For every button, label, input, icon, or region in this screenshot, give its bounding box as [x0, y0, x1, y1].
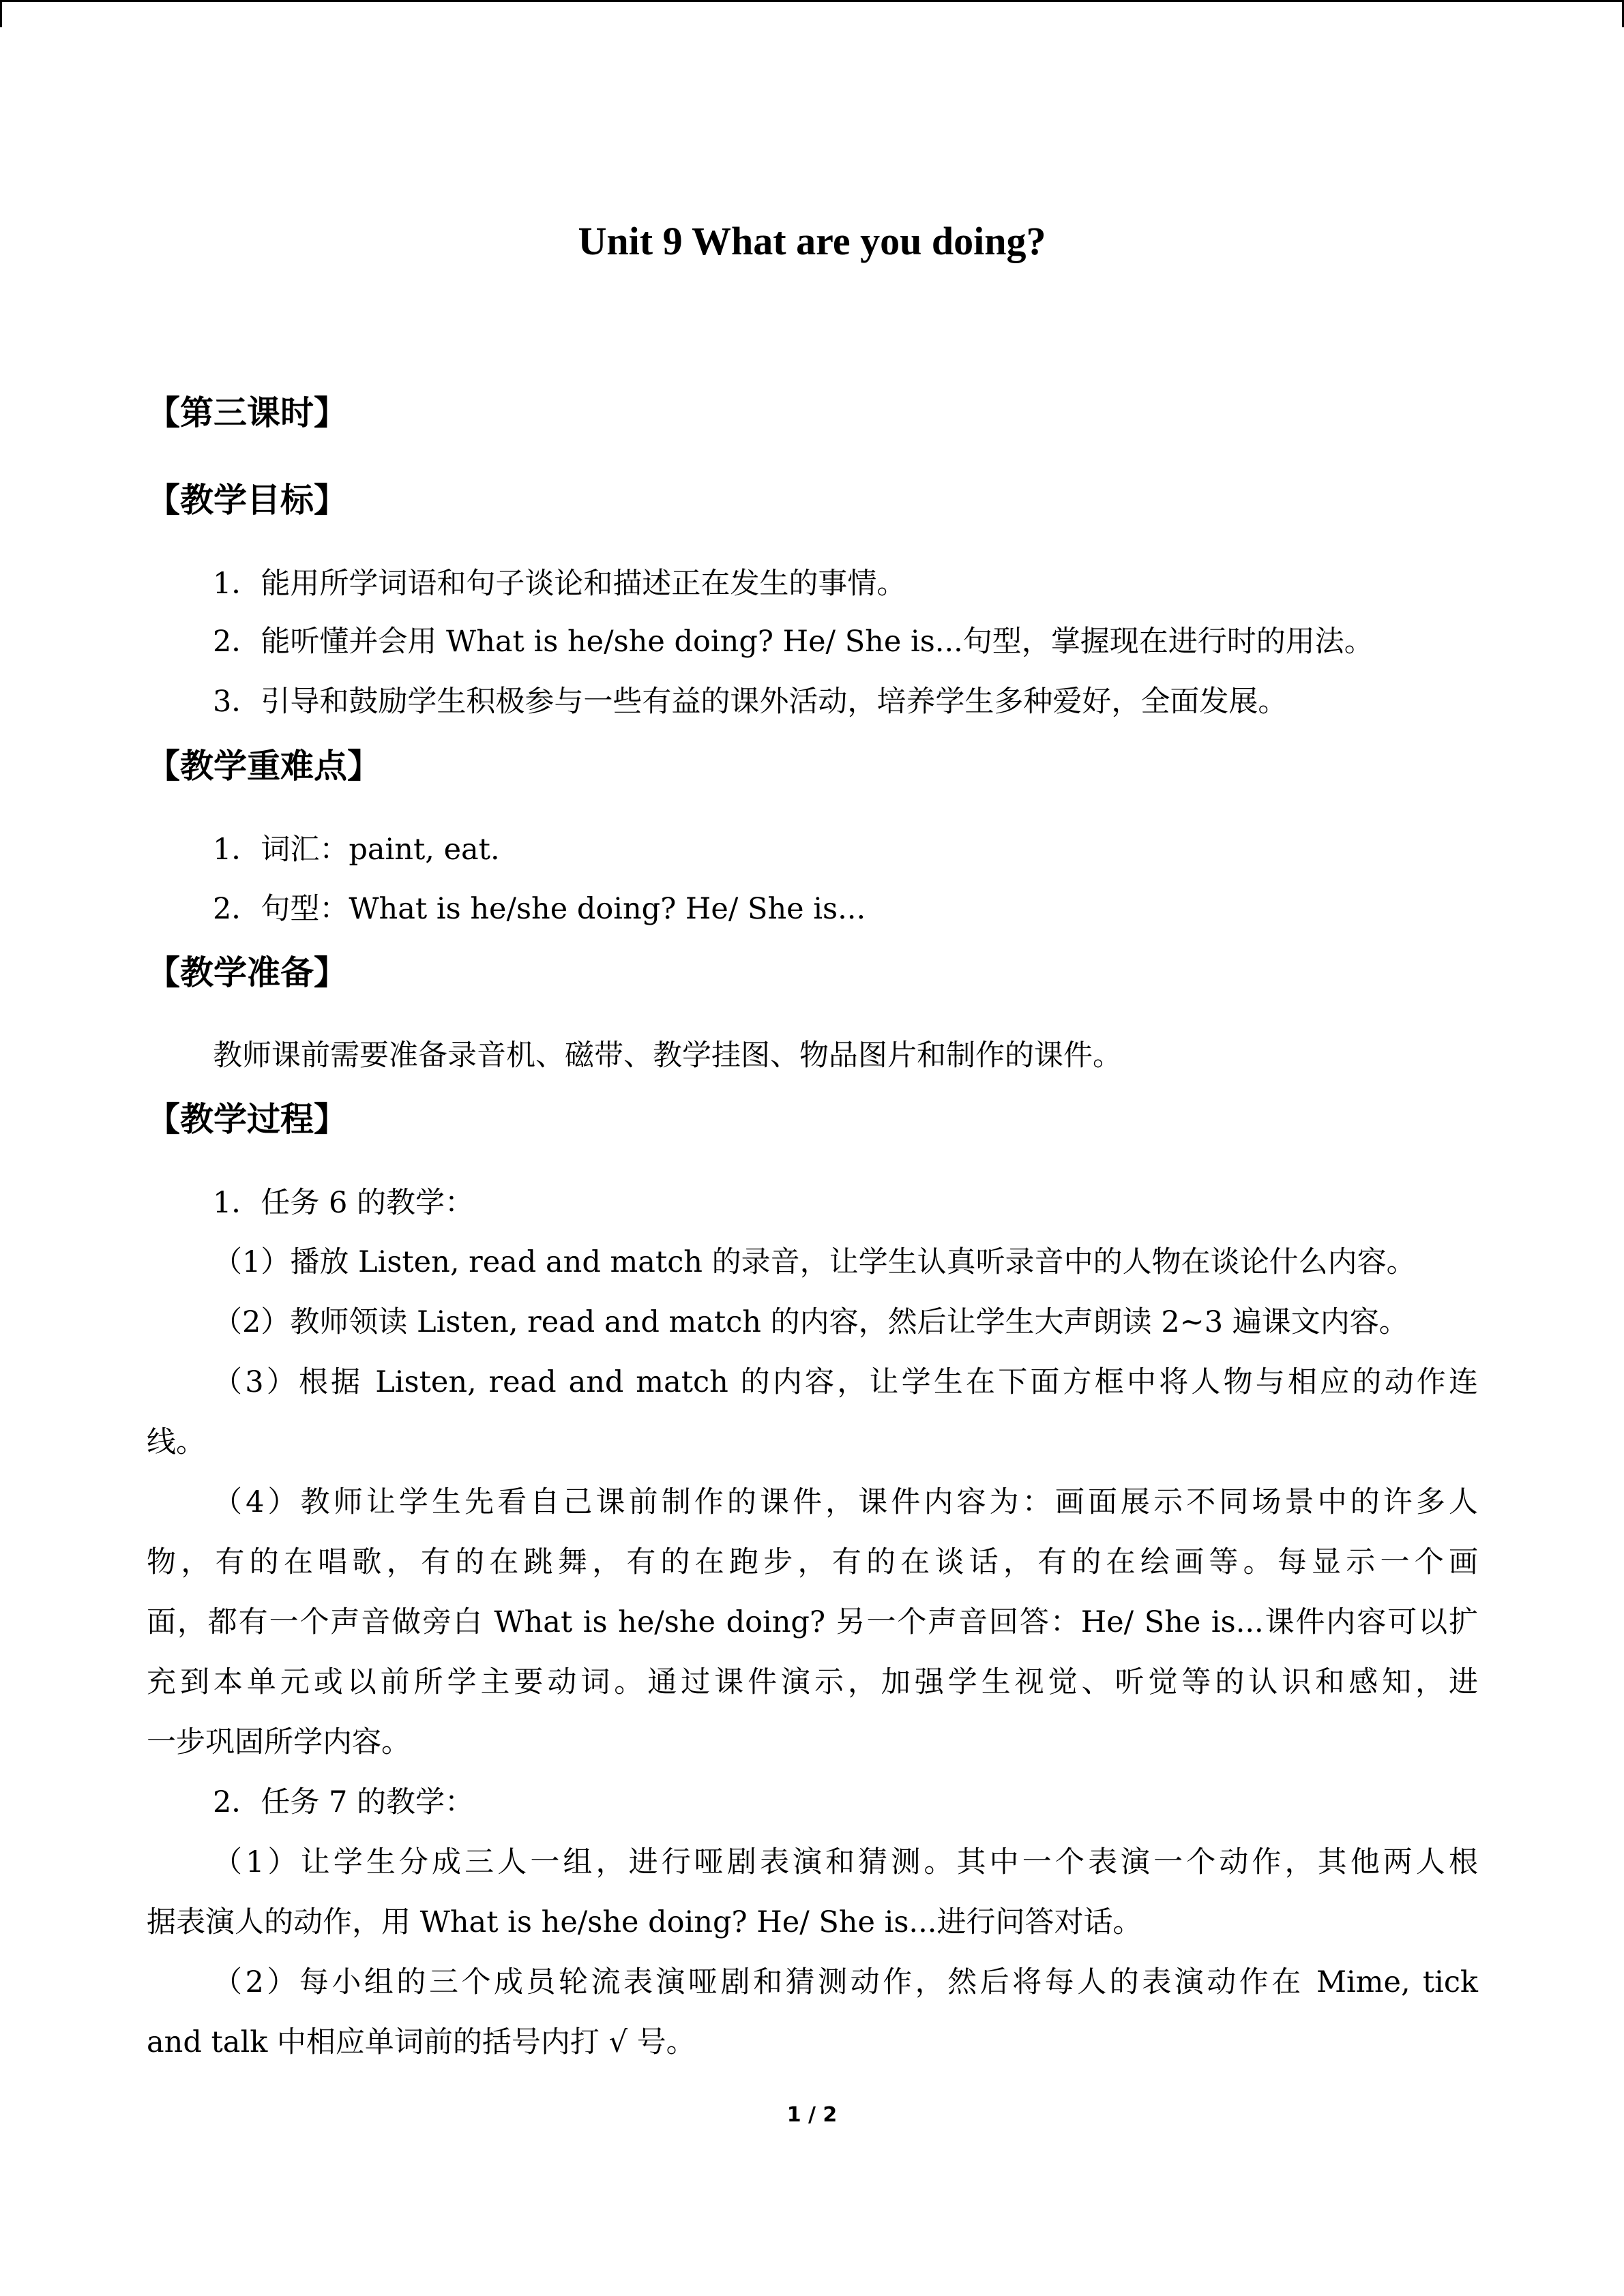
task6-step2: （2）教师领读 Listen, read and match 的内容，然后让学生大声朗读 2~3 遍课文内容。 — [213, 1305, 1408, 1339]
task6-step4-line2: 物，有的在唱歌，有的在跳舞，有的在跑步，有的在谈话，有的在绘画等。每显示一个画 — [147, 1545, 1478, 1579]
task6-step4-line3: 面，都有一个声音做旁白 What is he/she doing? 另一个声音回答：He/ She is...课件内容可以扩 — [147, 1605, 1478, 1639]
objectives-heading: 【教学目标】 — [147, 481, 348, 520]
task7-title: 2．任务 7 的教学： — [213, 1785, 475, 1819]
task7-step2-line1: （2）每小组的三个成员轮流表演哑剧和猜测动作，然后将每人的表演动作在 Mime, tick — [213, 1965, 1478, 1999]
key-point-item: 1．词汇：paint, eat. — [213, 833, 500, 867]
task6-step4-line5: 一步巩固所学内容。 — [147, 1725, 411, 1759]
objective-item: 3．引导和鼓励学生积极参与一些有益的课外活动，培养学生多种爱好，全面发展。 — [213, 685, 1288, 719]
objective-item: 1．能用所学词语和句子谈论和描述正在发生的事情。 — [213, 567, 906, 601]
page-left-border — [0, 0, 2, 27]
task7-step1-line1: （1）让学生分成三人一组，进行哑剧表演和猜测。其中一个表演一个动作，其他两人根 — [213, 1845, 1478, 1879]
key-points-heading: 【教学重难点】 — [147, 747, 381, 786]
lesson-heading: 【第三课时】 — [147, 393, 348, 432]
page-number: 1 / 2 — [786, 2103, 838, 2127]
page-top-border — [0, 0, 1624, 2]
preparation-heading: 【教学准备】 — [147, 953, 348, 992]
objective-item: 2．能听懂并会用 What is he/she doing? He/ She is...句型，掌握现在进行时的用法。 — [213, 625, 1374, 659]
key-point-item: 2．句型：What is he/she doing? He/ She is... — [213, 892, 866, 926]
task6-step1: （1）播放 Listen, read and match 的录音，让学生认真听录音中的人物在谈论什么内容。 — [213, 1245, 1416, 1279]
task7-step1-line2: 据表演人的动作，用 What is he/she doing? He/ She is...进行问答对话。 — [147, 1905, 1142, 1939]
task6-step4-line4: 充到本单元或以前所学主要动词。通过课件演示，加强学生视觉、听觉等的认识和感知，进 — [147, 1665, 1478, 1699]
task6-step3-line2: 线。 — [147, 1425, 205, 1459]
document-title: Unit 9 What are you doing? — [578, 219, 1046, 263]
task6-step3-line1: （3）根据 Listen, read and match 的内容，让学生在下面方框中将人物与相应的动作连 — [213, 1365, 1478, 1399]
task6-title: 1．任务 6 的教学： — [213, 1186, 475, 1220]
preparation-text: 教师课前需要准备录音机、磁带、教学挂图、物品图片和制作的课件。 — [213, 1039, 1122, 1073]
process-heading: 【教学过程】 — [147, 1100, 348, 1139]
task6-step4-line1: （4）教师让学生先看自己课前制作的课件，课件内容为：画面展示不同场景中的许多人 — [213, 1485, 1478, 1519]
task7-step2-line2: and talk 中相应单词前的括号内打 √ 号。 — [147, 2025, 696, 2059]
